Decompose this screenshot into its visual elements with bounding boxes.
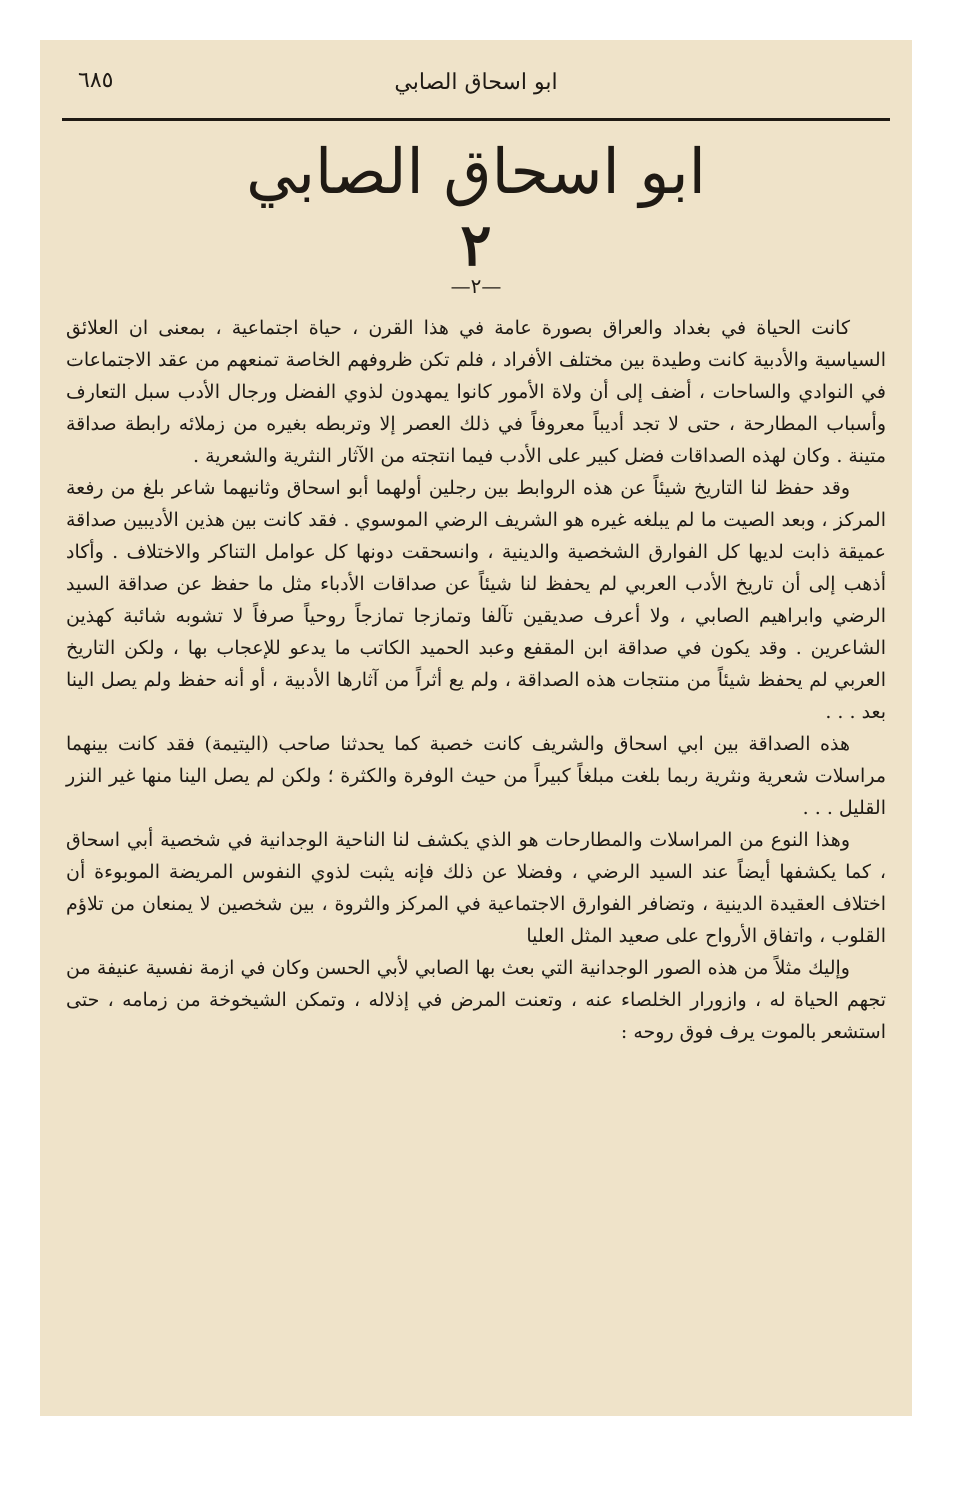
article-title: ابو اسحاق الصابي	[246, 135, 706, 208]
part-number: ٢	[460, 211, 492, 279]
header-rule	[62, 118, 890, 121]
article-body	[66, 312, 886, 1048]
book-page	[40, 40, 912, 1416]
running-header	[70, 66, 882, 106]
paragraph: كانت الحياة في بغداد والعراق بصورة عامة في هذا القرن ، حياة اجتماعية ، بمعنى ان العلائق السياسية والأدبية كانت وطيدة بين مختلف الأفراد ، فلم تكن ظروفهم الخاصة تمنعهم من عقد الاجتماعات في النوادي والساحات ، أضف إلى أن ولاة الأمور كانوا يمهدون لذوي الفضل ورجال الأدب سبل التعارف وأسباب المطارحة ، حتى لا تجد أديباً معروفاً في ذلك العصر إلا وتربطه بغيره من زملائه رابطة صداقة متينة . وكان لهذه الصداقات فضل كبير على الأدب فيما انتجته من الآثار النثرية والشعرية .	[66, 317, 886, 467]
section-marker: —٢—	[450, 274, 502, 298]
paragraph: وإليك مثلاً من هذه الصور الوجدانية التي بعث بها الصابي لأبي الحسن وكان في ازمة نفسية عنيفة من تجهم الحياة له ، وازورار الخلصاء عنه ، وتعنت المرض في إذلاله ، وتمكن الشيخوخة من زمامه ، حتى استشعر بالموت يرف فوق روحه :	[66, 957, 886, 1043]
paragraph: وهذا النوع من المراسلات والمطارحات هو الذي يكشف لنا الناحية الوجدانية في شخصية أبي اسحاق ، كما يكشفها أيضاً عند السيد الرضي ، وفضلا عن ذلك فإنه يثبت لذوي النفوس المريضة الموبوءة أن اختلاف العقيدة الدينية ، وتضافر الفوارق الاجتماعية في المركز والثروة ، بين شخصين لا يمنعان من تلاؤم القلوب ، واتفاق الأرواح على صعيد المثل العليا	[66, 829, 886, 947]
page-number: ٦٨٥	[78, 68, 114, 93]
paragraph: وقد حفظ لنا التاريخ شيئاً عن هذه الروابط بين رجلين أولهما أبو اسحاق وثانيهما شاعر بلغ من رفعة المركز ، وبعد الصيت ما لم يبلغه غيره هو الشريف الرضي الموسوي . فقد كانت بين هذين الأديبين صداقة عميقة ذابت لديها كل الفوارق الشخصية والدينية ، وانسحقت دونها كل عوامل التناكر والاختلاف . وأكاد أذهب إلى أن تاريخ الأدب العربي لم يحفظ لنا شيئاً عن صداقات الأدباء مثل ما حفظ عن صداقة السيد الرضي وابراهيم الصابي ، ولا أعرف صديقين تآلفا وتمازجا تمازجاً روحياً صرفاً لا تشوبه شائبة كهذين الشاعرين . وقد يكون في صداقة ابن المقفع وعبد الحميد الكاتب ما يدعو للإعجاب بها ، ولكن التاريخ العربي لم يحفظ شيئاً من منتجات هذه الصداقة ، ولم يع أثراً من آثارها الأدبية ، أو أنه حفظ ولم يصل الينا بعد . . .	[66, 477, 886, 723]
paragraph: هذه الصداقة بين ابي اسحاق والشريف كانت خصبة كما يحدثنا صاحب (اليتيمة) فقد كانت بينهما مراسلات شعرية ونثرية ربما بلغت مبلغاً كبيراً من حيث الوفرة والكثرة ؛ ولكن لم يصل الينا منها غير النزر القليل . . .	[66, 733, 886, 819]
running-title: ابو اسحاق الصابي	[394, 70, 558, 95]
